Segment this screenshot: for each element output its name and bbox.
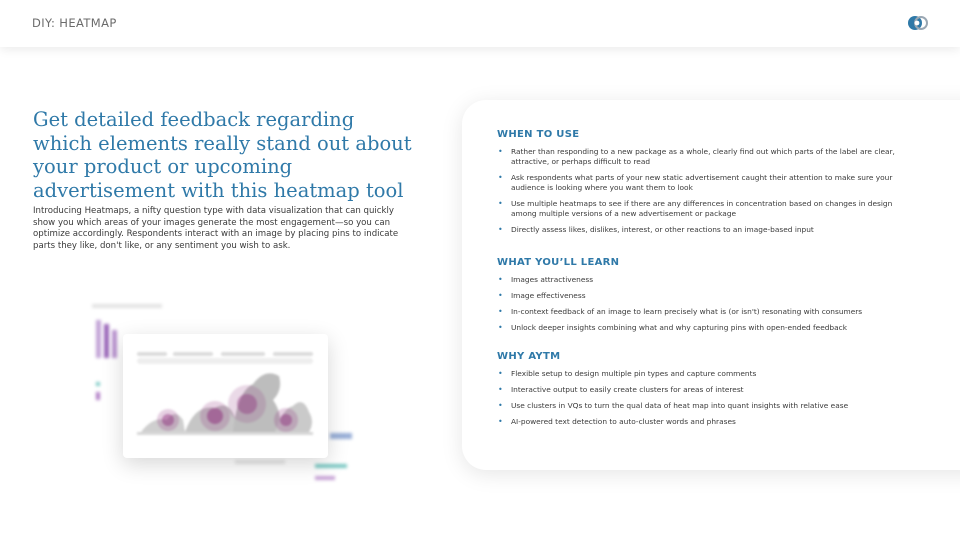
section-when-to-use (497, 129, 907, 241)
headline: Get detailed feedback regarding which elements really stand out about your product or upcoming advertisement with this heatmap tool (33, 108, 412, 202)
ghost-bar (96, 320, 101, 358)
bullet-dot-icon: • (498, 199, 503, 208)
list-item: • Flexible setup to design multiple pin types and capture comments (498, 369, 757, 378)
bullet-dot-icon: • (498, 225, 503, 234)
section-title: WHAT YOU’LL LEARN (497, 257, 620, 268)
bullet-list (497, 275, 907, 333)
ghost-line (235, 460, 285, 464)
ghost-line (315, 476, 335, 480)
section-title: WHY AYTM (497, 351, 561, 362)
bullet-list (497, 369, 907, 427)
intro-paragraph: Introducing Heatmaps, a nifty question type with data visualization that can quickly show you which areas of your images generate the most engagement—so you can optimize accordingly. Respondents interact with an image by placing pins to indicate parts they like, don't like, or any sentiment you wish to ask. (33, 206, 399, 251)
bullet-dot-icon: • (498, 369, 503, 378)
aytm-logo-icon (906, 13, 930, 33)
bullet-dot-icon: • (498, 307, 503, 316)
list-item: • Rather than responding to a new package as a whole, clearly find out which parts of the label are clear, attractive, or perhaps difficult to read (498, 147, 895, 166)
list-item: • AI-powered text detection to auto-cluster words and phrases (498, 417, 736, 426)
ghost-dot (96, 392, 100, 400)
heatmap-illustration (80, 290, 380, 500)
page-title: DIY: HEATMAP (32, 16, 117, 30)
list-item: • In-context feedback of an image to learn precisely what is (or isn't) resonating with consumers (498, 307, 863, 316)
bullet-dot-icon: • (498, 275, 503, 284)
heatmap-preview-card (123, 334, 328, 458)
list-item: • Interactive output to easily create clusters for areas of interest (498, 385, 744, 394)
bullet-dot-icon: • (498, 417, 503, 426)
list-item: • Use multiple heatmaps to see if there are any differences in concentration based on changes in design among multiple versions of a new advertisement or package (498, 199, 893, 218)
list-item: • Use clusters in VQs to turn the qual data of heat map into quant insights with relative ease (498, 401, 849, 410)
list-item: • Directly assess likes, dislikes, interest, or other reactions to an image-based input (498, 225, 814, 234)
section-why-aytm (497, 351, 907, 433)
pets-heatmap-image (123, 334, 328, 458)
section-title: WHEN TO USE (497, 129, 580, 140)
bullet-dot-icon: • (498, 173, 503, 182)
header-bar (0, 0, 960, 47)
section-what-youll-learn (497, 257, 907, 339)
bullet-dot-icon: • (498, 401, 503, 410)
bullet-dot-icon: • (498, 323, 503, 332)
list-item: • Image effectiveness (498, 291, 586, 300)
bullet-list (497, 147, 907, 235)
ghost-line (330, 433, 352, 439)
ghost-bar (112, 330, 117, 358)
ghost-dot (96, 382, 100, 386)
ghost-bar (104, 324, 109, 358)
list-item: • Ask respondents what parts of your new static advertisement caught their attention to make sure your audience is looking where you want them to look (498, 173, 893, 192)
bullet-dot-icon: • (498, 385, 503, 394)
list-item: • Unlock deeper insights combining what and why capturing pins with open-ended feedback (498, 323, 847, 332)
list-item: • Images attractiveness (498, 275, 594, 284)
ghost-line (315, 464, 347, 468)
ghost-line (92, 304, 162, 308)
bullet-dot-icon: • (498, 147, 503, 156)
info-panel (462, 100, 960, 470)
bullet-dot-icon: • (498, 291, 503, 300)
